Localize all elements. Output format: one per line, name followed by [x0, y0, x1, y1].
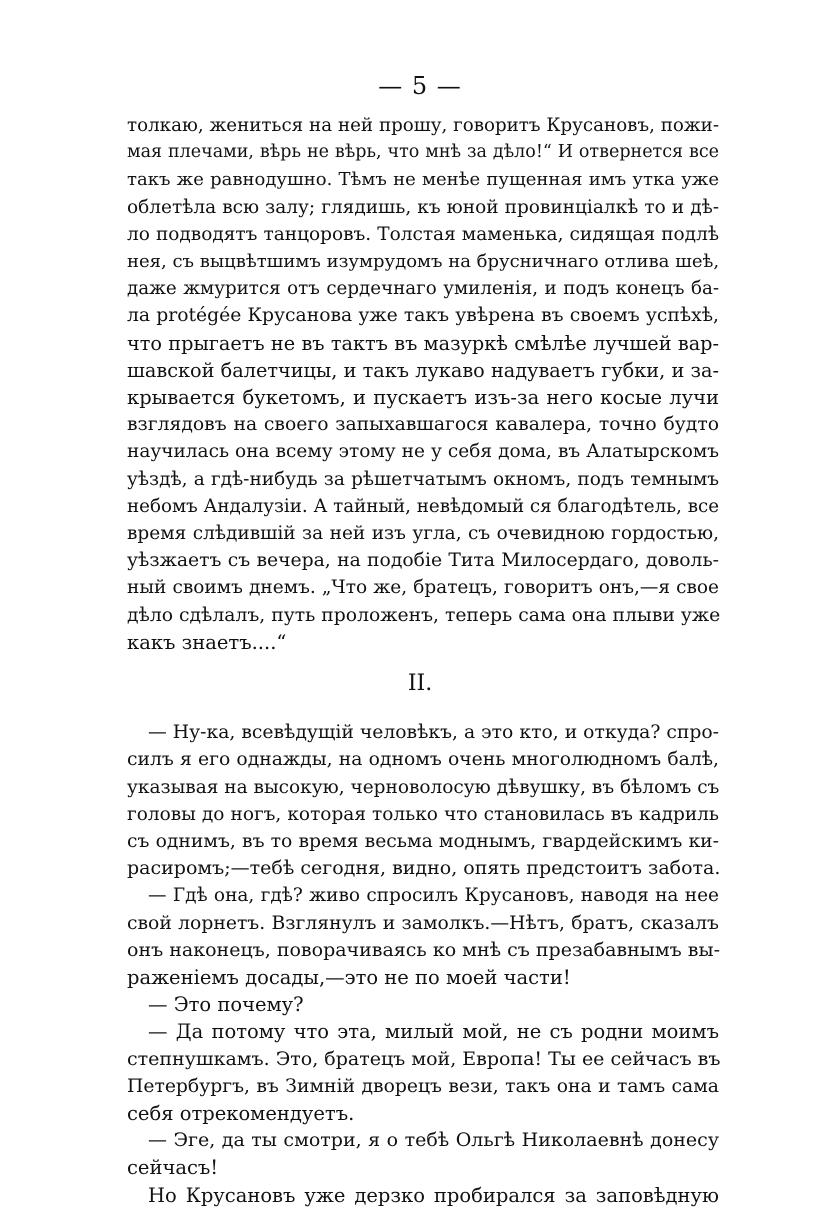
text-line: мая плечами, вѣрь не вѣрь, что мнѣ за дѣло!“ И отвернется все — [127, 142, 719, 163]
text-line: небомъ Андалузіи. А тайный, невѣдомый ся благодѣтель, все — [127, 495, 720, 517]
text-line: время слѣдившій за ней изъ угла, съ очевидною гордостью, — [127, 523, 719, 544]
text-line: расиромъ;—тебѣ сегодня, видно, опять предстоитъ забота. — [127, 857, 721, 880]
text-line: головы до ногъ, которая только что становилась въ кадриль — [127, 803, 719, 825]
text-line: такъ же равнодушно. Тѣмъ не менѣе пущенная имъ утка уже — [127, 169, 719, 191]
text-line: толкаю, жениться на ней прошу, говоритъ Крусановъ, пожи- — [127, 115, 719, 136]
text-line: степнушкамъ. Это, братецъ мой, Европа! Ты ее сейчасъ въ — [127, 1047, 721, 1070]
text-line: свой лорнетъ. Взглянулъ и замолкъ.—Нѣтъ, братъ, сказалъ — [127, 912, 719, 934]
text-line: ла protégée Крусанова уже такъ увѣрена въ своемъ успѣхѣ, — [127, 305, 719, 327]
text-line: нея, съ выцвѣтшимъ изумрудомъ на брусничнаго отлива шеѣ, — [127, 251, 720, 272]
text-line: указывая на высокую, черноволосую дѣвушку, въ бѣломъ съ — [127, 776, 720, 798]
text-line: что прыгаетъ не въ тактъ въ мазуркѣ смѣлѣе лучшей вар- — [127, 331, 719, 355]
text-line: взглядовъ на своего запыхавшагося кавалера, точно будто — [127, 414, 719, 436]
text-line: уѣзжаетъ съ вечера, на подобіе Тита Милосердаго, доволь- — [127, 550, 719, 572]
text-line: — Эге, да ты смотри, я о тебѣ Ольгѣ Николаевнѣ донесу — [148, 1129, 719, 1152]
text-line: дѣло сдѣлалъ, путь проложенъ, теперь сама она плыви уже — [127, 604, 721, 626]
text-line: Петербургъ, въ Зимній дворецъ вези, такъ она и тамъ сама — [127, 1075, 719, 1097]
page-number: — 5 — — [378, 72, 462, 100]
text-line: крывается букетомъ, и пускаетъ изъ-за него косые лучи — [127, 386, 719, 409]
text-line: Но Крусановъ уже дерзко пробирался за заповѣдную — [148, 1183, 719, 1207]
text-line: — Это почему? — [148, 993, 304, 1017]
text-line: даже жмурится отъ сердечнаго умиленія, и подъ конецъ ба- — [127, 278, 719, 300]
text-line: раженіемъ досады,—это не по моей части! — [127, 966, 571, 989]
text-line: облетѣла всю залу; глядишь, къ юной провинціалкѣ то и дѣ- — [127, 196, 719, 218]
text-line: съ однимъ, въ то время весьма моднымъ, гвардейскимъ ки- — [127, 831, 719, 852]
text-line: себя отрекомендуетъ. — [127, 1102, 355, 1125]
section-heading: II. — [407, 671, 433, 696]
text-line: — Ну-ка, всевѣдущій человѣкъ, а это кто, и откуда? спро- — [148, 722, 719, 744]
text-line: силъ я его однажды, на одномъ очень многолюдномъ балѣ, — [127, 749, 719, 771]
text-line: шавской балетчицы, и такъ лукаво надуваетъ губки, и за- — [127, 358, 719, 382]
text-line: ло подводятъ танцоровъ. Толстая маменька, сидящая подлѣ — [127, 223, 719, 245]
text-line: онъ наконецъ, поворачиваясь ко мнѣ съ презабавнымъ вы- — [127, 938, 721, 961]
text-line: ный своимъ днемъ. „Что же, братецъ, говоритъ онъ,—я свое — [127, 577, 719, 599]
text-line: — Да потому что эта, милый мой, не съ родни моимъ — [148, 1020, 719, 1044]
text-line: какъ знаетъ....“ — [127, 630, 287, 654]
text-line: уѣздѣ, а гдѣ-нибудь за рѣшетчатымъ окномъ, подъ темнымъ — [127, 468, 719, 490]
text-line: сейчасъ! — [127, 1156, 219, 1180]
text-line: — Гдѣ она, гдѣ? живо спросилъ Крусановъ, наводя на нее — [148, 885, 719, 907]
text-line: научилась она всему этому не у себя дома, въ Алатырскомъ — [127, 441, 719, 463]
